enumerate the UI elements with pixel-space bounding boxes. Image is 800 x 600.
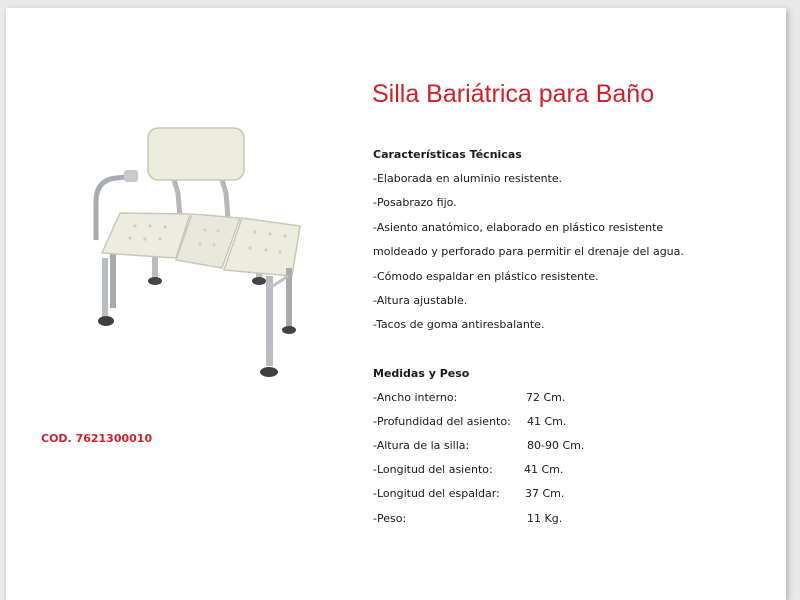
measure-row [373,462,773,486]
measure-label: -Peso: [373,511,407,525]
feature-item: moldeado y perforado para permitir el drenaje del agua. [373,245,684,259]
feature-item: -Posabrazo fijo. [373,196,457,210]
feature-item: -Cómodo espaldar en plástico resistente. [373,269,599,283]
measure-label: -Profundidad del asiento: [373,414,511,428]
feature-item: -Asiento anatómico, elaborado en plástico resistente [373,220,664,234]
page-title: Silla Bariátrica para Baño [372,80,655,108]
measure-row [373,390,773,414]
product-code: COD. 7621300010 [41,432,153,445]
feature-item: -Tacos de goma antiresbalante. [373,318,545,332]
feature-item: -Altura ajustable. [373,293,468,307]
measure-row [373,438,773,462]
measure-value: 72 Cm. [526,390,566,404]
measure-value: 80-90 Cm. [527,439,585,453]
measure-value: 11 Kg. [527,511,563,525]
measure-label: -Longitud del espaldar: [373,487,500,501]
measure-value: 41 Cm. [524,463,564,477]
measure-label: -Altura de la silla: [373,439,470,453]
features-heading: Características Técnicas [373,148,522,161]
specs-section [373,147,773,535]
bath-bench-image [80,118,320,388]
measure-value: 37 Cm. [525,487,565,501]
measure-label: -Longitud del asiento: [373,463,493,477]
feature-item: -Elaborada en aluminio resistente. [373,172,563,185]
measure-row [373,414,773,438]
measure-value: 41 Cm. [527,414,567,428]
measure-row [373,486,773,510]
measures-heading: Medidas y Peso [373,366,470,380]
measure-label: -Ancho interno: [373,390,458,404]
measure-row [373,511,773,535]
